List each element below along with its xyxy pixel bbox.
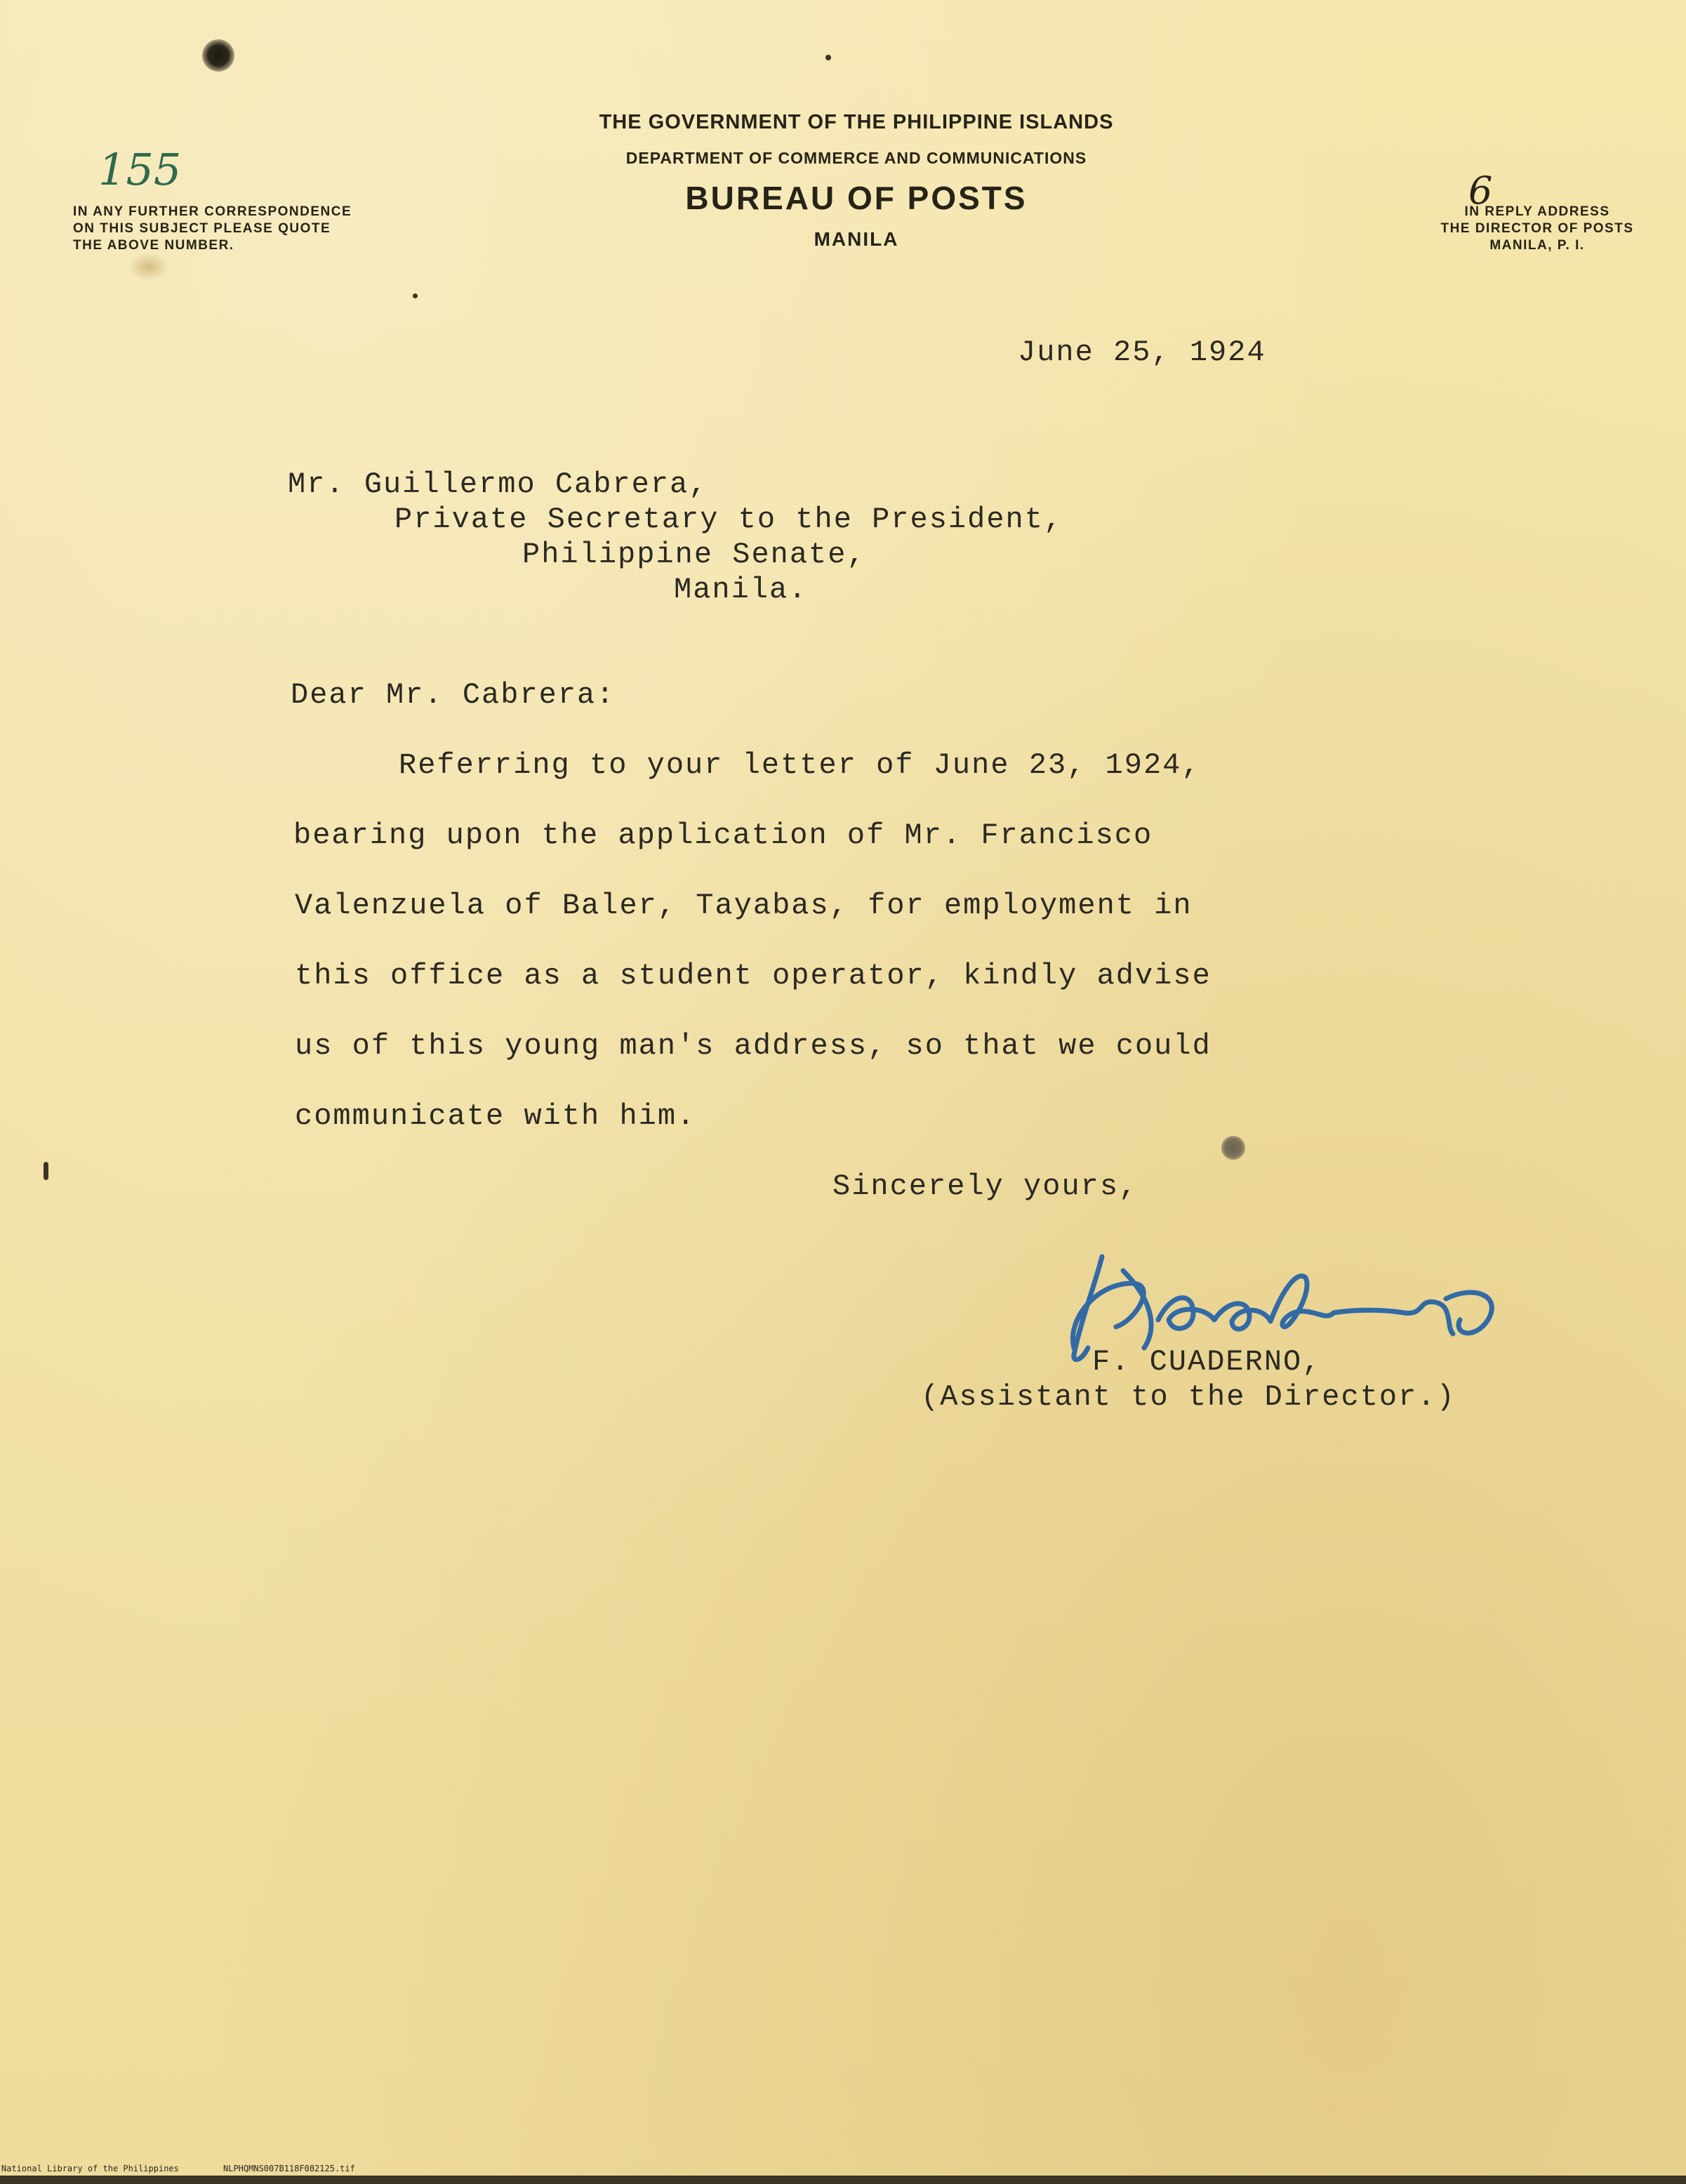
reply-address-line: THE DIRECTOR OF POSTS bbox=[1440, 221, 1634, 236]
closing: Sincerely yours, bbox=[832, 1170, 1139, 1203]
letterhead-government: THE GOVERNMENT OF THE PHILIPPINE ISLANDS bbox=[599, 111, 1114, 133]
file-number-handwritten: 155 bbox=[98, 144, 182, 195]
reply-address-line: MANILA, P. I. bbox=[1489, 238, 1585, 253]
crease-mark bbox=[128, 253, 170, 281]
signer-name: F. CUADERNO, bbox=[1092, 1345, 1322, 1379]
footer-library: National Library of the Philippines bbox=[1, 2164, 179, 2173]
handwritten-mark-right: 6 bbox=[1468, 168, 1493, 213]
body-line: Referring to your letter of June 23, 1924, bbox=[399, 748, 1201, 782]
salutation: Dear Mr. Cabrera: bbox=[291, 678, 616, 712]
ink-speck bbox=[825, 55, 831, 60]
reply-address-line: IN REPLY ADDRESS bbox=[1464, 204, 1610, 219]
correspondence-notice-line: THE ABOVE NUMBER. bbox=[73, 238, 234, 253]
ink-speck bbox=[1221, 1136, 1245, 1160]
recipient-organization: Philippine Senate, bbox=[522, 538, 866, 571]
footer-file-id: NLPHQMNS007B118F082125.tif bbox=[223, 2164, 355, 2173]
ink-blot bbox=[202, 39, 234, 72]
recipient-title: Private Secretary to the President, bbox=[394, 503, 1063, 536]
body-line: us of this young man's address, so that we could bbox=[295, 1029, 1212, 1063]
ink-speck bbox=[413, 293, 418, 298]
reply-address-notice bbox=[1418, 204, 1657, 254]
letter-date: June 25, 1924 bbox=[1018, 336, 1266, 369]
recipient-city: Manila. bbox=[674, 573, 808, 607]
letterhead-department: DEPARTMENT OF COMMERCE AND COMMUNICATIONS bbox=[625, 149, 1087, 167]
letterhead-city: MANILA bbox=[814, 228, 899, 250]
signer-title: (Assistant to the Director.) bbox=[921, 1380, 1456, 1414]
body-line: communicate with him. bbox=[295, 1099, 696, 1133]
scan-edge bbox=[0, 2176, 1686, 2184]
correspondence-notice-line: ON THIS SUBJECT PLEASE QUOTE bbox=[73, 221, 331, 236]
body-line: this office as a student operator, kindly advise bbox=[295, 959, 1212, 993]
correspondence-notice-line: IN ANY FURTHER CORRESPONDENCE bbox=[73, 204, 352, 219]
body-line: bearing upon the application of Mr. Francisco bbox=[293, 819, 1153, 852]
ink-speck bbox=[44, 1162, 48, 1180]
recipient-name: Mr. Guillermo Cabrera, bbox=[288, 468, 708, 501]
letterhead-bureau: BUREAU OF POSTS bbox=[685, 180, 1028, 216]
body-line: Valenzuela of Baler, Tayabas, for employment in bbox=[295, 889, 1193, 922]
